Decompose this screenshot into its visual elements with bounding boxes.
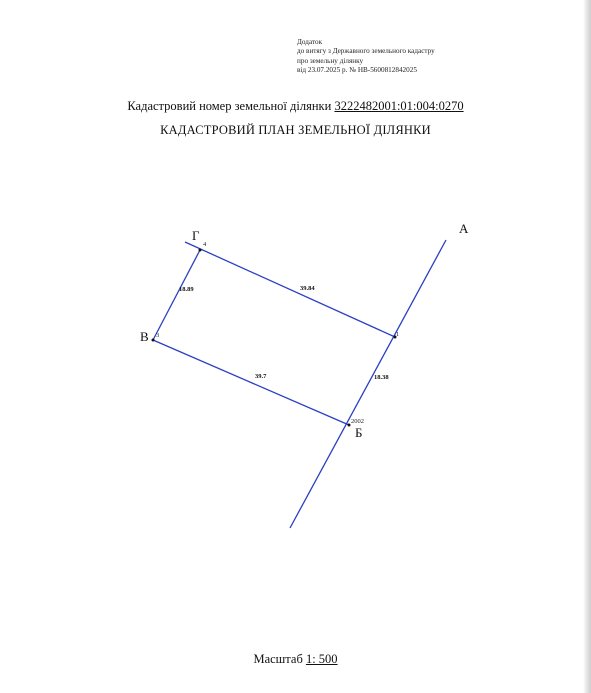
point-number-1: 1 xyxy=(396,331,400,338)
vertex-marker-3 xyxy=(152,339,155,342)
vertex-marker-4 xyxy=(199,249,202,252)
scale-label: Масштаб xyxy=(253,652,303,666)
scale-line xyxy=(0,652,591,667)
point-number-3: 3 xyxy=(156,332,160,339)
parcel-side-left xyxy=(153,250,200,340)
letter-a: А xyxy=(459,221,469,236)
letter-v: В xyxy=(140,329,149,344)
parcel-side-bottom xyxy=(153,340,349,425)
side-length-bottom: 39.7 xyxy=(255,373,267,380)
annex-line: до витягу з Державного земельного кадастру xyxy=(297,47,435,56)
boundary-line-a xyxy=(290,240,446,528)
cadastral-number-label: Кадастровий номер земельної ділянки xyxy=(127,99,332,113)
side-length-top: 39.84 xyxy=(300,285,315,292)
point-number-2002: 2002 xyxy=(351,418,364,425)
annex-line: Додаток xyxy=(297,38,323,46)
annex-line: від 23.07.2025 р. № НВ-5600812842025 xyxy=(297,66,417,75)
side-length-right: 18.38 xyxy=(374,374,389,381)
plan-title: КАДАСТРОВИЙ ПЛАН ЗЕМЕЛЬНОЇ ДІЛЯНКИ xyxy=(160,123,431,137)
side-length-left: 18.89 xyxy=(179,286,194,293)
page-edge-shadow xyxy=(583,0,591,693)
annex-line: про земельну ділянку xyxy=(297,56,364,65)
parcel-side-top xyxy=(185,242,395,337)
cadastral-number-value: 3222482001:01:004:0270 xyxy=(334,99,464,113)
letter-g: Г xyxy=(192,228,200,243)
point-number-4: 4 xyxy=(203,241,207,248)
letter-b: Б xyxy=(355,425,363,440)
scale-value: 1: 500 xyxy=(305,652,338,666)
